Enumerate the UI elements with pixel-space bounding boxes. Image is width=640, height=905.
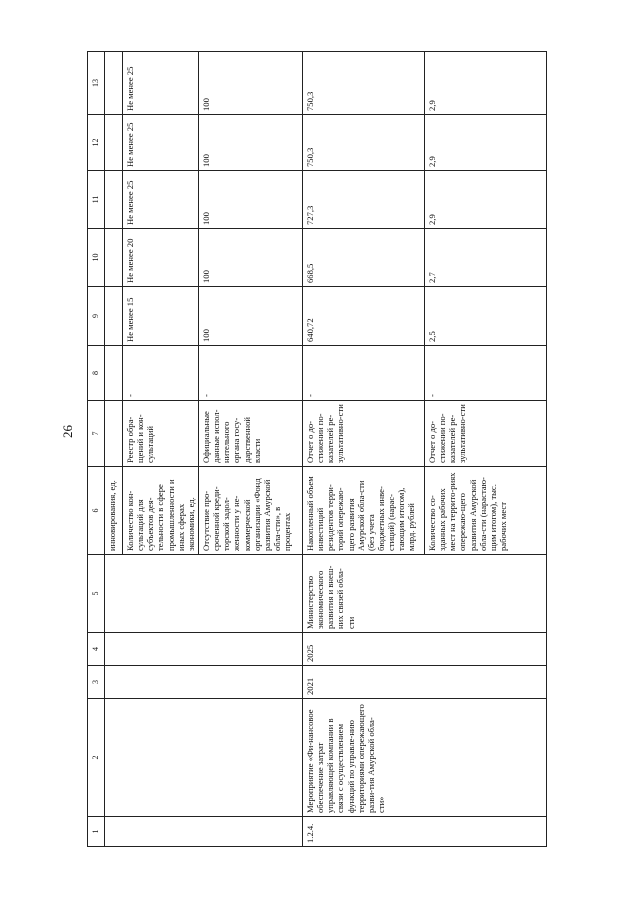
table-cell [105,633,303,666]
table-cell: - [199,346,303,401]
column-header: 12 [88,115,105,171]
table-cell: Официальные данные испол-нительного органа госу-дарственной власти [199,401,303,467]
table-cell: инновирования, ед. [105,467,123,555]
column-header: 6 [88,467,105,555]
table-cell: 2,9 [425,52,547,115]
table-cell: 100 [199,52,303,115]
table-cell [105,52,123,115]
table-row [303,52,425,847]
table-cell: 100 [199,171,303,229]
table-cell: 750,3 [303,115,425,171]
table-cell: Накопленный объем инвестиций резидентов терри-торий опережаю-щего развития Амурской обла-сти (без учета бюджетных инве-стиций) (нарас-тающим итогом), млрд. рублей [303,467,425,555]
table-cell: Не менее 25 [123,52,199,115]
table-cell [105,229,123,287]
table-cell: - [303,346,425,401]
measure-name-cell: Мероприятие «Фи-нансовое обеспечение затрат управляющей компании в связи с осуществлением функций по управле-нию территориями опережающего разви-тия Амурской обла-сти» [303,699,547,817]
table-cell: 100 [199,229,303,287]
table-cell: 640,72 [303,287,425,346]
column-header: 3 [88,666,105,699]
table-cell [105,555,303,633]
column-header: 10 [88,229,105,287]
program-indicators-table [87,51,547,847]
table-cell: Количество кон-сультаций для субъектов дея-тельности в сфере промышленности и иных сферах экономики, ед. [123,467,199,555]
table-cell: Не менее 25 [123,171,199,229]
table-cell: - [425,346,547,401]
table-cell: 2,9 [425,171,547,229]
end-year-cell: 2025 [303,633,547,666]
table-cell [105,699,303,817]
table-cell: 727,3 [303,171,425,229]
table-cell: 750,3 [303,52,425,115]
column-number-row [88,52,105,847]
table-cell [105,817,303,847]
table-cell: Не менее 25 [123,115,199,171]
table-cell [105,115,123,171]
table-cell: 2,9 [425,115,547,171]
table-cell: Реестр обра-щений и кон-сультаций [123,401,199,467]
table-cell: Не менее 15 [123,287,199,346]
table-cell [105,171,123,229]
executor-cell: Министерство экономического развития и внеш-них связей обла-сти [303,555,547,633]
table-cell: Количество со-зданных рабочих мест на террито-риях опережаю-щего развития Амурской обла-сти (нарастаю-щим итогом), тыс. рабочих мест [425,467,547,555]
column-header: 11 [88,171,105,229]
table-cell: Отсутствие про-сроченной креди-торской задол-женности у не-коммерческой организации «Фонд развития Амурской обла-сти», в процентах [199,467,303,555]
table-cell: - [123,346,199,401]
column-header: 1 [88,817,105,847]
table-cell: 100 [199,287,303,346]
table-row [105,52,123,847]
column-header: 2 [88,699,105,817]
table-cell: 668,5 [303,229,425,287]
table-cell [105,346,123,401]
table-cell: 2,7 [425,229,547,287]
table-cell: 100 [199,115,303,171]
column-header: 7 [88,401,105,467]
table-cell: Отчет о до-стижении по-казателей ре-зультативно-сти [425,401,547,467]
table-cell: Не менее 20 [123,229,199,287]
table-cell [105,287,123,346]
column-header: 4 [88,633,105,666]
column-header: 9 [88,287,105,346]
table-cell [105,666,303,699]
page-number: 26 [60,425,75,438]
column-header: 5 [88,555,105,633]
table-cell: Отчет о до-стижении по-казателей ре-зультативно-сти [303,401,425,467]
table-cell: 2,5 [425,287,547,346]
column-header: 8 [88,346,105,401]
column-header: 13 [88,52,105,115]
table-cell [105,401,123,467]
program-table-wrapper [87,52,547,847]
start-year-cell: 2021 [303,666,547,699]
item-number-cell: 1.2.4. [303,817,547,847]
